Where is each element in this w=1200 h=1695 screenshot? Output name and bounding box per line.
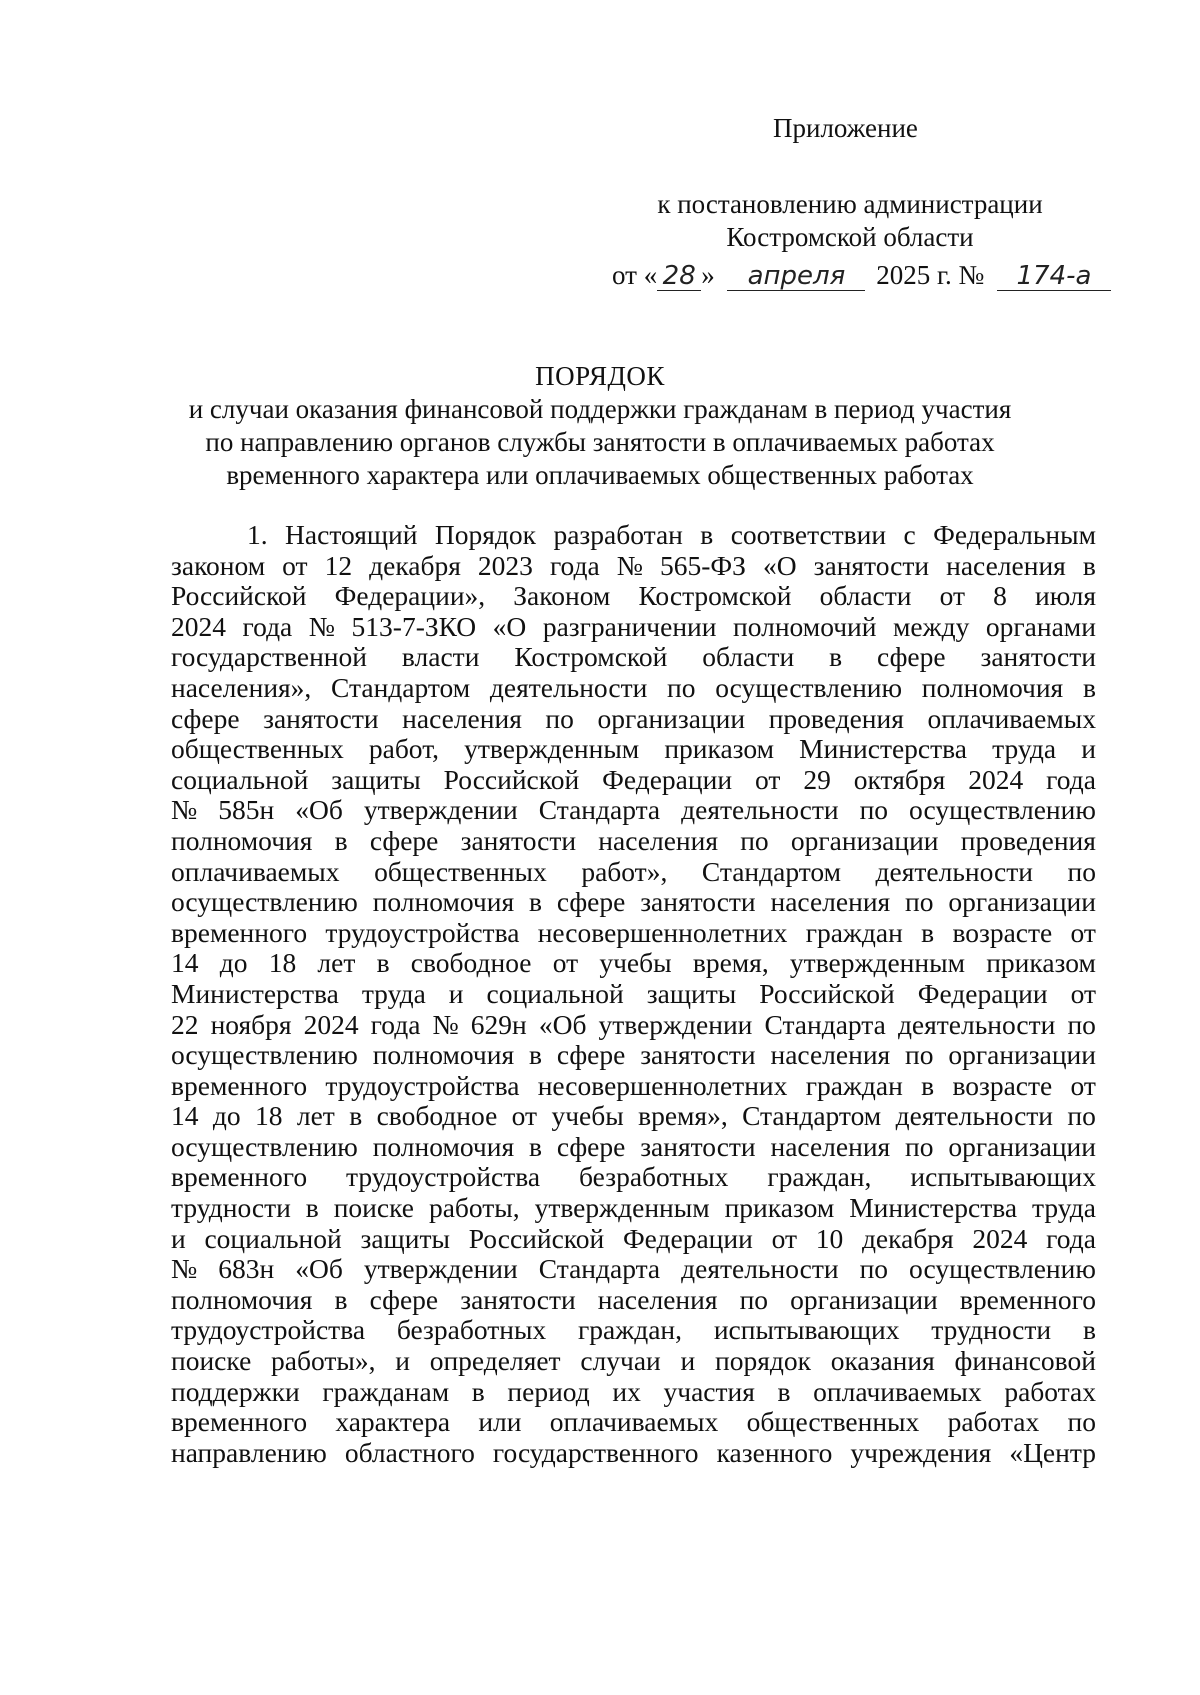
body-line: Российской Федерации», Законом Костромской области от 8 июля [171, 580, 1096, 612]
body-line: сфере занятости населения по организации проведения оплачиваемых [171, 702, 1096, 734]
body-line: осуществлению полномочия в сфере занятости населения по организации [171, 1130, 1096, 1162]
appendix-label: Приложение [773, 113, 918, 143]
body-line: населения», Стандартом деятельности по осуществлению полномочия в [171, 671, 1096, 703]
body-line: законом от 12 декабря 2023 года № 565-ФЗ «О занятости населения в [171, 549, 1096, 581]
resolution-date-line [612, 257, 1111, 293]
body-line: № 585н «Об утверждении Стандарта деятельности по осуществлению [171, 794, 1096, 826]
body-line: государственной власти Костромской области в сфере занятости [171, 641, 1096, 673]
body-paragraph [171, 520, 1096, 1468]
body-line: 1. Настоящий Порядок разработан в соответствии с Федеральным [247, 519, 1096, 550]
body-line: трудности в поиске работы, утвержденным приказом Министерства труда [171, 1192, 1096, 1224]
body-line: временного характера или оплачиваемых общественных работах по [171, 1406, 1096, 1438]
handwritten-day: 28 [657, 262, 701, 291]
date-mid: » [701, 260, 715, 290]
body-line: временного трудоустройства несовершеннолетних граждан в возрасте от [171, 1069, 1096, 1101]
body-line: трудоустройства безработных граждан, испытывающих трудности в [171, 1314, 1096, 1346]
document-subtitle [100, 393, 1100, 492]
document-title: ПОРЯДОК [535, 361, 665, 391]
body-line: временного трудоустройства несовершеннолетних граждан в возрасте от [171, 916, 1096, 948]
subtitle-line: по направлению органов службы занятости в оплачиваемых работах [205, 427, 995, 457]
body-line: временного трудоустройства безработных граждан, испытывающих [171, 1161, 1096, 1193]
body-line: поддержки гражданам в период их участия в оплачиваемых работах [171, 1375, 1096, 1407]
body-line: 2024 года № 513-7-ЗКО «О разграничении полномочий между органами [171, 610, 1096, 642]
body-line: 22 ноября 2024 года № 629н «Об утверждении Стандарта деятельности по [171, 1008, 1096, 1040]
body-line: Министерства труда и социальной защиты Российской Федерации от [171, 977, 1096, 1009]
appendix-reference [640, 188, 1060, 254]
appendix-line: к постановлению администрации [657, 189, 1043, 219]
body-line: направлению областного государственного казенного учреждения «Центр [171, 1436, 1096, 1468]
body-line: социальной защиты Российской Федерации от 29 октября 2024 года [171, 763, 1096, 795]
subtitle-line: временного характера или оплачиваемых общественных работах [226, 460, 974, 490]
body-line: общественных работ, утвержденным приказом Министерства труда и [171, 733, 1096, 765]
appendix-line: Костромской области [726, 222, 974, 252]
body-line: 14 до 18 лет в свободное от учебы время, утвержденным приказом [171, 947, 1096, 979]
body-line: оплачиваемых общественных работ», Стандартом деятельности по [171, 855, 1096, 887]
body-line: и социальной защиты Российской Федерации от 10 декабря 2024 года [171, 1222, 1096, 1254]
body-line: 14 до 18 лет в свободное от учебы время», Стандартом деятельности по [171, 1100, 1096, 1132]
handwritten-number: 174-а [997, 262, 1111, 291]
body-line: № 683н «Об утверждении Стандарта деятельности по осуществлению [171, 1253, 1096, 1285]
year-text: 2025 г. № [876, 260, 985, 290]
handwritten-month: апреля [727, 262, 865, 291]
body-line: полномочия в сфере занятости населения по организации проведения [171, 824, 1096, 856]
body-line: осуществлению полномочия в сфере занятости населения по организации [171, 886, 1096, 918]
body-line: поиске работы», и определяет случаи и порядок оказания финансовой [171, 1345, 1096, 1377]
body-line: полномочия в сфере занятости населения по организации временного [171, 1283, 1096, 1315]
body-line: осуществлению полномочия в сфере занятости населения по организации [171, 1039, 1096, 1071]
subtitle-line: и случаи оказания финансовой поддержки гражданам в период участия [188, 394, 1012, 424]
date-prefix: от « [612, 260, 658, 290]
